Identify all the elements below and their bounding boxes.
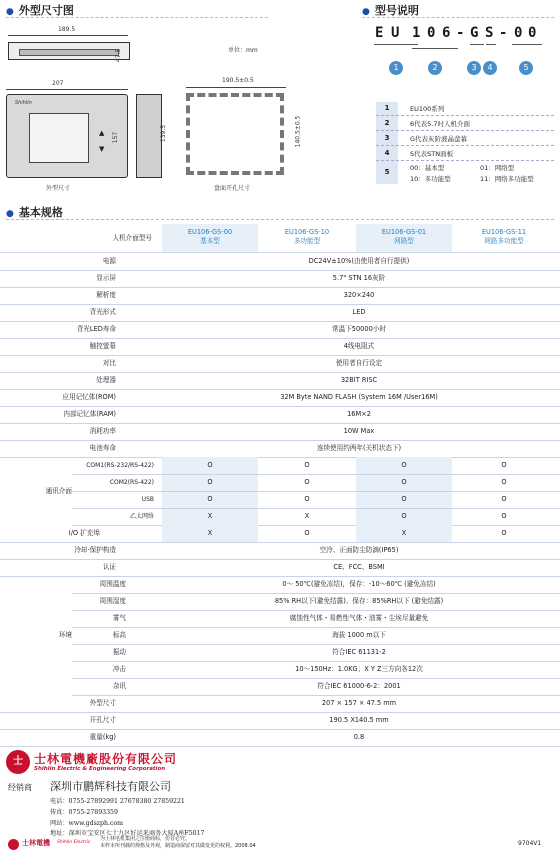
comm-cell: O: [401, 478, 407, 486]
model-char: 0: [528, 25, 537, 41]
spec-label: 解析度: [96, 291, 116, 299]
front-view-drawing: [6, 94, 128, 178]
comm-cell: O: [401, 495, 407, 503]
comm-cell: O: [207, 461, 213, 469]
top-depth-label: 47.5: [115, 48, 123, 63]
spec-label: 背光LED寿命: [76, 325, 116, 333]
model-header-2: [356, 224, 452, 246]
model-char: E: [375, 25, 384, 41]
model-name-text: 多功能型: [293, 237, 321, 245]
cutout-caption: 盘面开孔尺寸: [214, 185, 251, 192]
cutout-width-label: 190.5±0.5: [222, 77, 254, 84]
spec-value: 320×240: [343, 291, 375, 299]
spec-row: [0, 423, 560, 441]
top-view-drawing: [8, 42, 130, 63]
cutout-width-dim-line: [186, 87, 286, 88]
side-view-drawing: [136, 94, 162, 178]
comm-label: COM1(RS-232/RS-422): [86, 462, 154, 469]
dealer-label: 经销商: [8, 783, 32, 792]
env-value: 0～ 50℃(避免冻结)，保存：-10～60℃ (避免冻结): [282, 580, 436, 588]
io-cell: O: [304, 529, 310, 537]
dealer-phone: 电话：0755-27892991 27678380 27859221: [50, 798, 185, 805]
model-char: G: [470, 25, 479, 41]
legend-text: EU100系列: [410, 105, 445, 113]
front-caption: 外型尺寸: [46, 185, 71, 192]
specs-title-text: 基本规格: [18, 206, 63, 219]
model-char: -: [499, 25, 508, 41]
model-name-text: 基本型: [200, 237, 220, 245]
section-dimensions-title: [6, 2, 74, 18]
spec-label: 外型尺寸: [89, 699, 116, 707]
legend-text: G代表灰阶液晶萤幕: [410, 135, 468, 143]
marker-circle: 3: [467, 61, 481, 75]
model-header-0: [162, 224, 258, 246]
model-char: S: [485, 25, 494, 41]
screen-height-label: 139.5: [160, 124, 168, 143]
model-name-text: 网路多功能型: [484, 237, 524, 245]
legend-text: 01：网络型: [480, 164, 515, 172]
comm-cell: O: [304, 495, 310, 503]
legend-text: 00：基本型: [410, 164, 445, 172]
comm-cell: O: [501, 461, 507, 469]
spec-label: 显示屏: [96, 274, 116, 282]
spec-value: 0.8: [353, 733, 365, 741]
legend-text: 6代表5.7吋人机介面: [410, 120, 470, 128]
spec-value: 常温下50000小时: [332, 325, 386, 333]
env-value: 符合IEC 61000-6-2：2001: [317, 682, 401, 690]
spec-value: 207 × 157 × 47.5 mm: [321, 699, 397, 707]
front-logo: Shihlin: [15, 100, 32, 106]
env-value: 符合IEC 61131-2: [332, 648, 386, 656]
spec-row: [0, 729, 560, 747]
comm-cell: O: [207, 495, 213, 503]
model-header-3: [452, 224, 556, 246]
legend-num: 1: [384, 104, 390, 112]
bottom-logo-icon: [8, 839, 19, 850]
trademark-note: 为士林电机集团之注册商标，仿冒必究。: [100, 836, 191, 842]
model-char: 0: [427, 25, 436, 41]
comm-cell: O: [401, 461, 407, 469]
comm-cell: O: [304, 478, 310, 486]
comm-cell: O: [207, 478, 213, 486]
model-header-1: [258, 224, 356, 246]
spec-label: 触控萤幕: [89, 342, 116, 350]
comm-cell: O: [501, 495, 507, 503]
front-width-label: 207: [52, 80, 64, 87]
model-name-text: 网路型: [394, 237, 414, 245]
model-code-text: EU106-GS-10: [284, 228, 330, 236]
legend-text: S代表STN面板: [410, 150, 454, 158]
dealer-fax: 传真：0755-27893359: [50, 809, 118, 816]
spec-label: 消耗功率: [89, 427, 116, 435]
spec-label: 内部记忆体(RAM): [63, 410, 116, 418]
env-row: [72, 593, 560, 611]
arrow-down-icon: ▼: [99, 145, 105, 153]
spec-row: [0, 440, 560, 458]
header-label: 人机介面型号: [112, 234, 152, 242]
front-height-label: 157: [112, 131, 120, 144]
spec-row: [0, 559, 560, 577]
comm-cell: O: [304, 461, 310, 469]
env-label: 周围温度: [99, 580, 126, 588]
dealer-name: 深圳市鹏辉科技有限公司: [50, 780, 171, 793]
top-width-label: 189.5: [58, 26, 76, 33]
model-title-text: 型号说明: [374, 4, 419, 17]
model-char: 1: [412, 25, 421, 41]
cutout-height-label: 140.5±0.5: [294, 115, 302, 148]
io-cell: X: [401, 529, 407, 537]
legend-num: 5: [384, 168, 390, 176]
spec-label: 处理器: [96, 376, 116, 384]
spec-row: [0, 253, 560, 271]
comm-label: 乙太网络: [129, 513, 154, 520]
spec-label: 开孔尺寸: [89, 716, 116, 724]
spec-header-row: [0, 224, 560, 253]
spec-label: 重量(kg): [89, 733, 116, 741]
spec-row: [0, 287, 560, 305]
spec-label: 认证: [102, 563, 116, 571]
company-name-cn: 士林電機廠股份有限公司: [34, 752, 178, 766]
spec-value: 32M Byte NAND FLASH (System 16M /User16M): [280, 393, 438, 401]
legend-num: 2: [384, 119, 390, 127]
dealer-website: 网站：www.gdszph.com: [50, 820, 124, 827]
spec-value: 连续使用约两年(关机状态下): [316, 444, 402, 452]
legend-num: 3: [384, 134, 390, 142]
spec-value: 190.5 X140.5 mm: [329, 716, 389, 724]
bullet-icon: ●: [362, 7, 370, 17]
bullet-icon: ●: [6, 209, 14, 219]
spec-value: 使用者自行设定: [335, 359, 383, 367]
marker-circle: 5: [519, 61, 533, 75]
marker-circle: 1: [389, 61, 403, 75]
doc-code: 9704V1: [518, 840, 542, 847]
comm-cell: O: [401, 512, 407, 520]
marker-circle: 2: [428, 61, 442, 75]
legend-num: 4: [384, 149, 390, 157]
spec-value: 5.7" STN 16灰阶: [332, 274, 386, 282]
section-model-title: [362, 2, 419, 18]
env-label: 雾气: [112, 614, 126, 622]
comm-cell: X: [304, 512, 310, 520]
model-code-text: EU106-GS-00: [187, 228, 233, 236]
spec-value: 空冷、正面防尘防滴(IP65): [319, 546, 399, 554]
section-specs-title: [6, 204, 63, 220]
spec-row: [0, 321, 560, 339]
io-label: I/O 扩充埠: [68, 529, 100, 537]
bullet-icon: ●: [6, 7, 14, 17]
bottom-brand-en: Shihlin Electric: [57, 840, 91, 845]
top-width-dim-line: [8, 35, 128, 36]
marker-circle: 4: [483, 61, 497, 75]
cutout-drawing: [186, 93, 284, 175]
company-name-en: Shihlin Electric & Engineering Corporation: [34, 766, 166, 772]
spec-label: 应用记忆体(ROM): [62, 393, 116, 401]
spec-label: 电源: [102, 257, 116, 265]
front-width-dim-line: [6, 89, 128, 90]
spec-value: 32BIT RISC: [340, 376, 378, 384]
legend-text: 11：网络多功能型: [480, 175, 534, 183]
io-row: [0, 525, 560, 543]
model-code-text: EU106-GS-11: [481, 228, 527, 236]
env-row: [72, 644, 560, 662]
env-row: [72, 661, 560, 679]
front-screen: [29, 113, 89, 163]
bottom-brand: 士林電機: [22, 839, 50, 847]
comm-group-label: 通讯介面: [45, 487, 72, 495]
spec-row: [0, 372, 560, 390]
comm-cell: O: [501, 512, 507, 520]
spec-value: 10W Max: [343, 427, 375, 435]
rights-note: 本样本所刊载的规格及外观，制造商保留对其做变更的权利。2008.04: [100, 843, 256, 849]
model-char: 0: [514, 25, 523, 41]
env-label: 振动: [112, 648, 126, 656]
dimensions-title-text: 外型尺寸图: [18, 4, 74, 17]
env-value: 腐蚀性气体・易燃性气体・油雾・尘埃尽量避免: [289, 614, 429, 622]
spec-value: DC24V±10%(由使用者自行提供): [308, 257, 410, 265]
legend-text: 10：多功能型: [410, 175, 451, 183]
dealer-address: 地址：深圳市宝安区七十九区好运来商务大厦A座F5017: [50, 830, 205, 837]
model-char: -: [456, 25, 465, 41]
spec-row: [0, 542, 560, 560]
env-value: 海拔 1000 m以下: [332, 631, 386, 639]
env-group-label: 环境: [58, 631, 72, 639]
comm-row: [72, 457, 560, 475]
env-row: [72, 610, 560, 628]
comm-row: [72, 491, 560, 509]
env-row: [72, 678, 560, 696]
comm-row: [72, 474, 560, 492]
io-cell: O: [501, 529, 507, 537]
unit-label: 单位：mm: [228, 47, 258, 54]
company-logo-icon: 士: [6, 750, 30, 774]
spec-row: [0, 270, 560, 288]
comm-cell: X: [207, 512, 213, 520]
env-label: 杂讯: [112, 682, 126, 690]
env-label: 标高: [112, 631, 126, 639]
spec-row: [0, 389, 560, 407]
spec-label: 冷却·保护构造: [74, 546, 116, 554]
model-char: U: [391, 25, 400, 41]
model-code-text: EU106-GS-01: [381, 228, 427, 236]
spec-value: 4线电阻式: [343, 342, 375, 350]
spec-label: 背光形式: [89, 308, 116, 316]
comm-label: COM2(RS-422): [109, 479, 154, 486]
spec-value: CE、FCC、BSMI: [333, 563, 385, 571]
env-value: 85% RH以下(避免结露)、保存：85%RH以下 (避免结露): [274, 597, 444, 605]
spec-value: LED: [352, 308, 366, 316]
spec-row: [0, 712, 560, 730]
comm-row: [72, 508, 560, 526]
model-char: 6: [442, 25, 451, 41]
spec-row: [0, 355, 560, 373]
spec-value: 16M×2: [347, 410, 371, 418]
io-cell: X: [207, 529, 213, 537]
env-label: 周围湿度: [99, 597, 126, 605]
spec-row: [0, 304, 560, 322]
spec-row: [0, 695, 560, 713]
comm-cell: O: [501, 478, 507, 486]
spec-label: 对比: [102, 359, 116, 367]
spec-row: [0, 406, 560, 424]
env-label: 冲击: [112, 665, 126, 673]
env-row: [72, 576, 560, 594]
env-value: 10～150Hz：1.0KG；X Y Z三方向各12次: [295, 665, 423, 673]
spec-label: 电池寿命: [89, 444, 116, 452]
env-row: [72, 627, 560, 645]
comm-label: USB: [141, 496, 154, 503]
spec-row: [0, 338, 560, 356]
arrow-up-icon: ▲: [99, 129, 105, 137]
